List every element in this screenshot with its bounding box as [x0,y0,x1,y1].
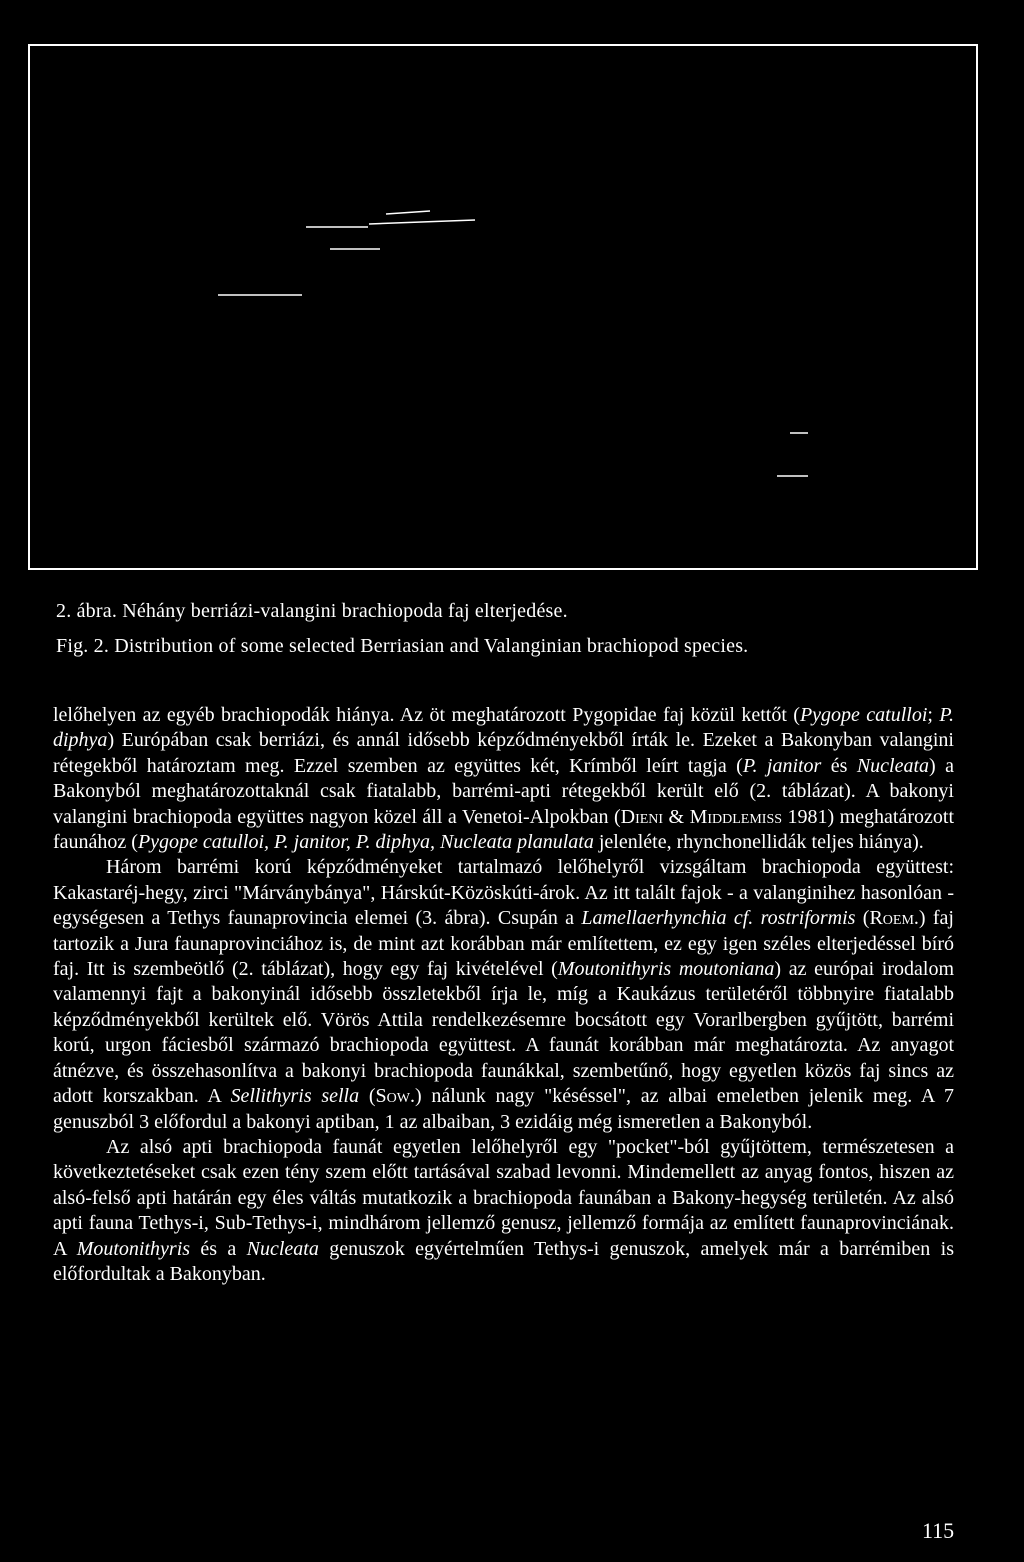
author-name: Sow [375,1085,410,1108]
text-run: Az alsó apti brachiopoda faunát egyetlen lelőhelyről egy "pocket"-ból gyűjtöttem, természetesen a következtetéseket csak ezen tény szem előtt tartásával szabad levonni. Mindemellett az anyag fontos, hiszen az alsó-felső apti határán egy éles váltás mutatkozik a brachiopoda faunában a Bakony-hegység területén. Az alsó apti fauna Tethys-i, Sub-Tethys-i, mindhárom jellemző genusz, jellemző formája az említett faunaprovinciának. A [53,1135,954,1260]
text-run: jelenléte, rhynchonellidák teljes hiánya). [593,831,924,854]
taxon-name: Pygope catulloi, P. janitor, P. diphya, Nucleata planulata [137,831,594,854]
figure-caption-hungarian: 2. ábra. Néhány berriázi-valangini brachiopoda faj elterjedése. [56,600,568,622]
text-run: ) a Bakonyból meghatározottaknál csak fiatalabb, barrémi-apti rétegekből került elő (2. táblázat). A bakonyi valangini brachiopoda együttes nagyon közel áll a Venetoi-Alpokban ( [53,754,954,828]
text-run: ) Európában csak berriázi, és annál idősebb képződményekből írták le. Ezeket a Bakonyban valangini rétegekből határoztam meg. Ezzel szemben az együttes két, Krímből leírt tagja ( [53,729,954,777]
text-run: ( [359,1085,376,1108]
text-run: ; [927,704,940,726]
paragraph-barremian [53,855,954,1134]
author-name: Middlemiss [689,805,783,828]
taxon-name: Pygope catulloi [799,704,928,726]
page-number: 115 [922,1518,955,1543]
taxon-name: P. janitor [742,754,822,777]
figure-2-map [30,46,976,568]
author-name: Dieni [620,805,664,828]
text-run: és [821,754,857,777]
author-name: Roem [869,907,914,930]
taxon-name: Moutonithyris [76,1237,191,1260]
paragraph-valanginian [53,703,954,855]
text-run: és a [190,1237,247,1260]
figure-2-map-frame [28,44,978,570]
taxon-name: P. diphya [53,704,954,752]
taxon-name: Lamellaerhynchia cf. rostriformis [581,907,856,930]
text-run: ( [855,907,870,930]
text-run: .) nálunk nagy "késéssel", az albai emeletben jelenik meg. A 7 genuszból 3 előfordul a bakonyi aptiban, 1 az albaiban, 3 ezidáig még ismeretlen a Bakonyból. [53,1085,954,1133]
taxon-name: Sellithyris sella [230,1085,360,1108]
map-line [386,211,430,214]
map-line [369,220,475,224]
text-run: genuszok egyértelműen Tethys-i genuszok, amelyek már a barrémiben is előfordultak a Bakonyban. [53,1237,954,1285]
text-run: Három barrémi korú képződményeket tartalmazó lelőhelyről vizsgáltam brachiopoda együttest: Kakastaréj-hegy, zirci "Márványbánya", Hárskút-Közöskúti-árok. Az itt talált fajok - a valanginihez hasonlóan - egységesen a Tethys faunaprovincia elemei (3. ábra). Csupán a [53,856,954,930]
text-run: ) az európai irodalom valamennyi fajt a bakonyinál idősebb összletekből írja le, míg a Kaukázus területéről többnyire fiatalabb képződményekből kerültek elő. Vörös Attila rendelkezésemre bocsátott egy Vorarlbergben gyűjtött, barrémi korú, urgon fáciesből származó brachiopoda együttest. A faunát korábban már meghatározta. Az anyagot átnézve, és összehasonlítva a bakonyi brachiopoda faunákkal, szembetűnő, hogy egyetlen közös faj sincs az adott korszakban. A [53,958,955,1108]
taxon-name: Nucleata [856,754,930,777]
paragraph-lower-aptian [53,1135,954,1287]
text-run: lelőhelyen az egyéb brachiopodák hiánya. Az öt meghatározott Pygopidae faj közül kettőt ( [53,704,800,726]
body-text [53,703,954,1287]
taxon-name: Nucleata [246,1237,319,1260]
taxon-name: Moutonithyris moutoniana [557,958,775,981]
text-run: .) faj tartozik a Jura faunaprovinciához is, de mint azt korábban már említettem, ez egy igen széles elterjedéssel bíró faj. Itt is szembeötlő (2. táblázat), hogy egy faj kivételével ( [53,907,954,981]
text-run: 1981) meghatározott faunához ( [53,805,954,854]
text-run: & [663,805,690,828]
figure-caption-english: Fig. 2. Distribution of some selected Berriasian and Valanginian brachiopod species. [56,635,749,657]
